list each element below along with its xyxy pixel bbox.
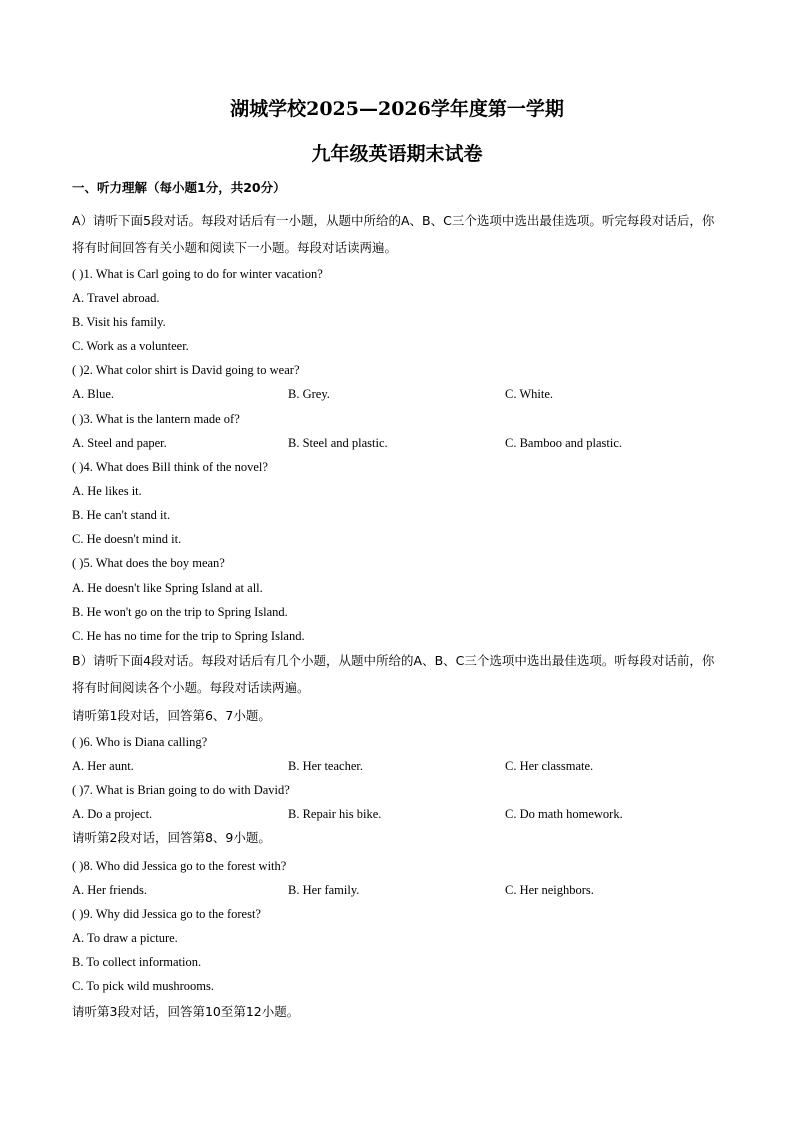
- question-4-option-c: C. He doesn't mind it.: [72, 532, 182, 546]
- question-8-stem: ( )8. Who did Jessica go to the forest with?: [72, 859, 287, 873]
- question-5-option-c: C. He has no time for the trip to Spring Island.: [72, 629, 305, 643]
- question-1-option-a: A. Travel abroad.: [72, 291, 160, 305]
- question-7-option-c: C. Do math homework.: [505, 807, 623, 821]
- dialog-1-note: 请听第1段对话，回答第6、7小题。: [72, 708, 271, 723]
- question-6-option-b: B. Her teacher.: [288, 759, 363, 773]
- question-2-option-b: B. Grey.: [288, 387, 330, 401]
- exam-title: 湖城学校2025—2026学年度第一学期: [230, 98, 564, 120]
- section-heading: 一、听力理解（每小题1分，共20分）: [72, 180, 286, 195]
- part-a-intro: A）请听下面5段对话。每段对话后有一小题，从题中所给的A、B、C三个选项中选出最佳选项。听完每段对话后，你将有时间回答有关小题和阅读下一小题。每段对话读两遍。: [72, 213, 715, 255]
- question-9-option-c: C. To pick wild mushrooms.: [72, 979, 214, 993]
- question-3-stem: ( )3. What is the lantern made of?: [72, 412, 240, 426]
- question-5-option-a: A. He doesn't like Spring Island at all.: [72, 581, 263, 595]
- question-2-stem: ( )2. What color shirt is David going to wear?: [72, 363, 300, 377]
- question-3-option-a: A. Steel and paper.: [72, 436, 167, 450]
- question-3-option-c: C. Bamboo and plastic.: [505, 436, 622, 450]
- question-9-stem: ( )9. Why did Jessica go to the forest?: [72, 907, 261, 921]
- question-7-stem: ( )7. What is Brian going to do with David?: [72, 783, 290, 797]
- question-7-option-a: A. Do a project.: [72, 807, 153, 821]
- dialog-3-note: 请听第3段对话，回答第10至第12小题。: [72, 1004, 300, 1019]
- question-6-stem: ( )6. Who is Diana calling?: [72, 735, 208, 749]
- question-8-option-b: B. Her family.: [288, 883, 360, 897]
- question-1-option-c: C. Work as a volunteer.: [72, 339, 189, 353]
- question-7-option-b: B. Repair his bike.: [288, 807, 382, 821]
- question-1-stem: ( )1. What is Carl going to do for winter vacation?: [72, 267, 323, 281]
- question-2-option-a: A. Blue.: [72, 387, 115, 401]
- question-6-option-c: C. Her classmate.: [505, 759, 594, 773]
- question-5-option-b: B. He won't go on the trip to Spring Island.: [72, 605, 288, 619]
- question-9-option-a: A. To draw a picture.: [72, 931, 178, 945]
- question-3-option-b: B. Steel and plastic.: [288, 436, 388, 450]
- question-5-stem: ( )5. What does the boy mean?: [72, 556, 225, 570]
- question-2-option-c: C. White.: [505, 387, 554, 401]
- part-b-intro: B）请听下面4段对话。每段对话后有几个小题，从题中所给的A、B、C三个选项中选出最佳选项。听每段对话前，你将有时间阅读各个小题。每段对话读两遍。: [72, 653, 715, 695]
- question-4-option-b: B. He can't stand it.: [72, 508, 171, 522]
- question-8-option-c: C. Her neighbors.: [505, 883, 594, 897]
- question-9-option-b: B. To collect information.: [72, 955, 202, 969]
- question-4-stem: ( )4. What does Bill think of the novel?: [72, 460, 268, 474]
- exam-subtitle: 九年级英语期末试卷: [311, 143, 483, 165]
- question-1-option-b: B. Visit his family.: [72, 315, 166, 329]
- question-4-option-a: A. He likes it.: [72, 484, 142, 498]
- dialog-2-note: 请听第2段对话，回答第8、9小题。: [72, 830, 271, 845]
- question-8-option-a: A. Her friends.: [72, 883, 147, 897]
- question-6-option-a: A. Her aunt.: [72, 759, 134, 773]
